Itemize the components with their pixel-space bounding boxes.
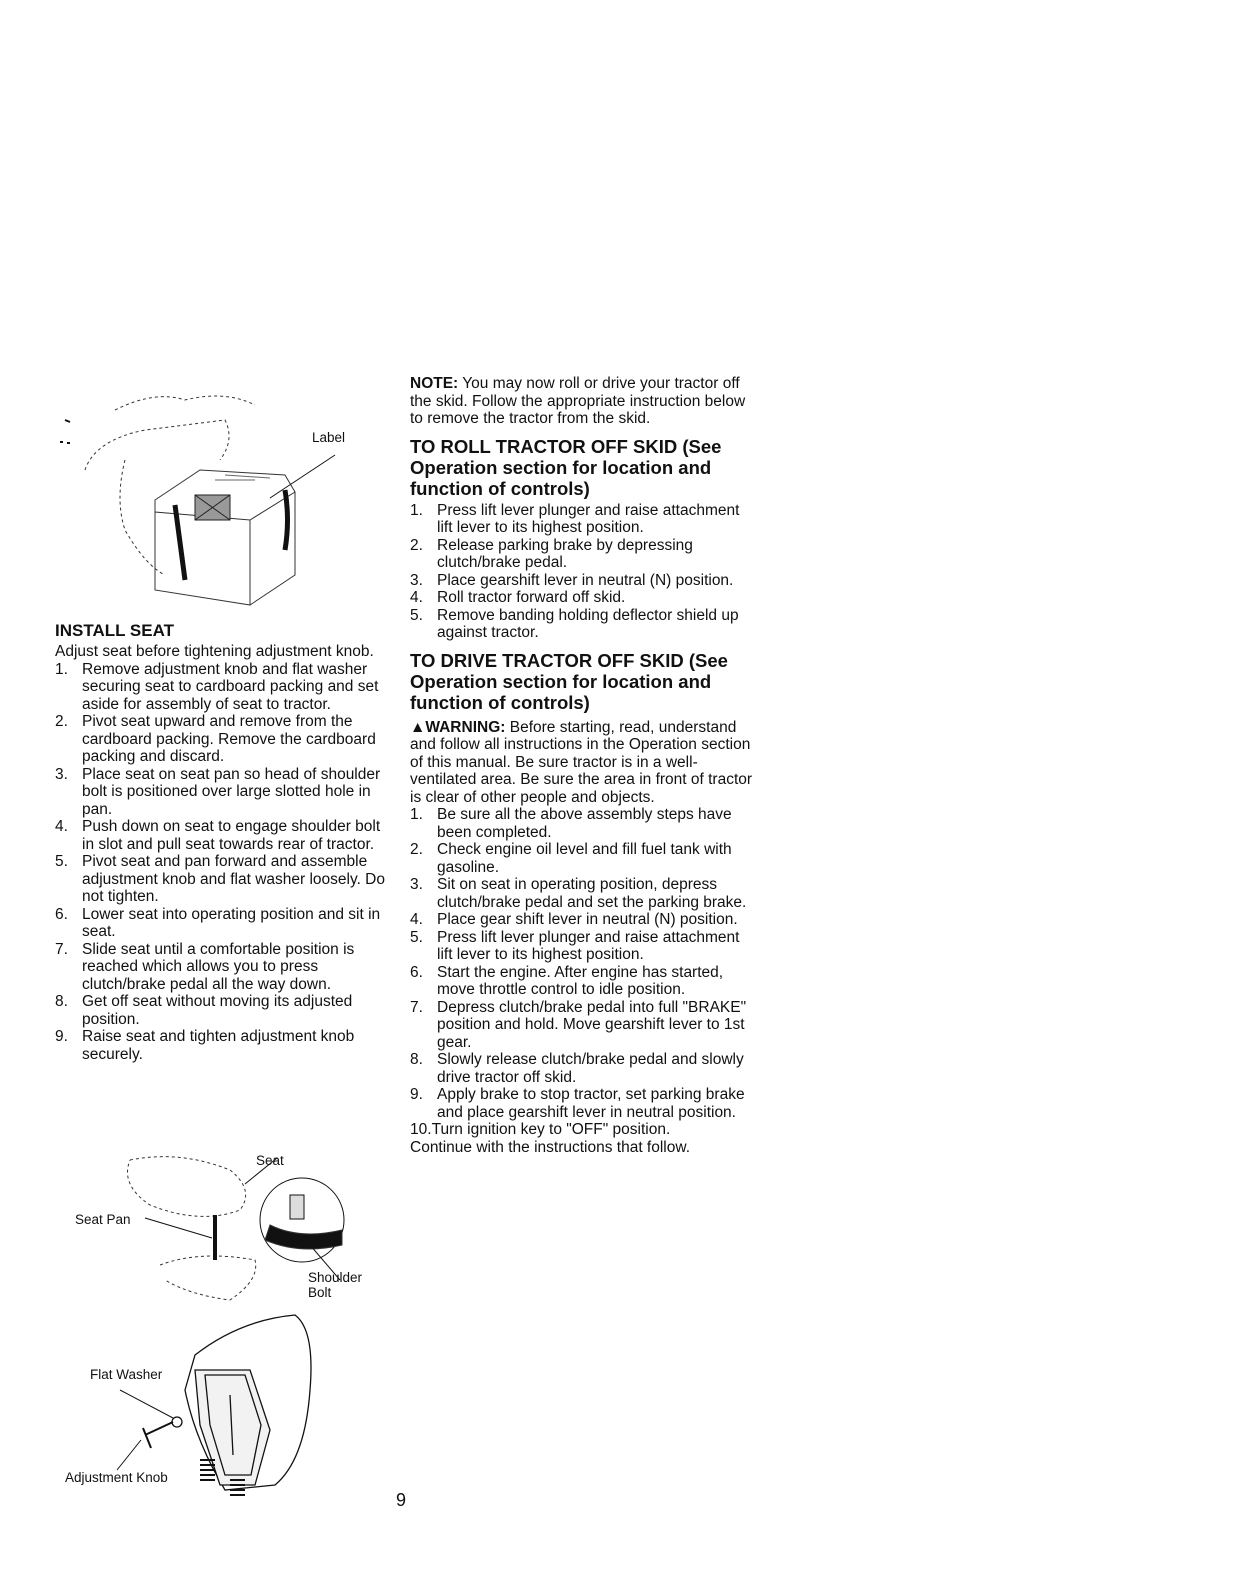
list-item: 1. Be sure all the above assembly steps have been completed.	[410, 806, 732, 841]
list-item: 7. Depress clutch/brake pedal into full "BRAKE" position and hold. Move gearshift lever to 1st gear.	[410, 998, 747, 1051]
install-seat-intro: Adjust seat before tightening adjustment knob.	[55, 643, 374, 660]
adjustment-knob-label: Adjustment Knob	[65, 1470, 168, 1485]
warning-label: WARNING:	[425, 718, 506, 736]
label-callout: Label	[312, 430, 346, 445]
seat-figure	[70, 1150, 390, 1310]
install-seat-steps	[55, 661, 395, 1064]
seat-label: Seat	[256, 1153, 284, 1168]
battery-figure	[55, 380, 355, 620]
list-item: 9. Raise seat and tighten adjustment knob securely.	[55, 1028, 355, 1063]
list-item: 4. Roll tractor forward off skid.	[410, 589, 626, 606]
install-seat-column	[55, 620, 395, 1063]
list-item: 5. Remove banding holding deflector shield up against tractor.	[410, 606, 739, 641]
list-item: 6. Start the engine. After engine has started, move throttle control to idle position.	[410, 963, 724, 998]
seat-pan-label: Seat Pan	[75, 1212, 131, 1227]
list-item: 3. Place gearshift lever in neutral (N) position.	[410, 571, 734, 589]
warning-text: Before starting, read, understand and follow all instructions in the Operation section of this manual. Be sure tractor is in a well-ventilated area. Be sure the area in front of tractor is clear of other people and objects.	[410, 718, 753, 806]
list-item: 2. Release parking brake by depressing clutch/brake pedal.	[410, 536, 693, 571]
list-item: 2. Check engine oil level and fill fuel tank with gasoline.	[410, 841, 732, 876]
seat-drawing	[70, 1150, 390, 1310]
list-item: 3. Place seat on seat pan so head of shoulder bolt is positioned over large slotted hole in pan.	[55, 765, 381, 818]
drive-off-skid-steps	[410, 806, 755, 1139]
list-item: 4. Push down on seat to engage shoulder bolt in slot and pull seat towards rear of tractor.	[55, 818, 381, 853]
warning-paragraph	[410, 719, 755, 807]
list-item: 3. Sit on seat in operating position, depress clutch/brake pedal and set the parking brake.	[410, 876, 747, 911]
shoulder-bolt-label-2: Bolt	[308, 1285, 332, 1300]
list-item: 8. Get off seat without moving its adjusted position.	[55, 993, 353, 1028]
continue-text: Continue with the instructions that follow.	[410, 1138, 691, 1156]
drive-off-skid-heading: TO DRIVE TRACTOR OFF SKID (See Operation section for location and function of controls)	[410, 649, 728, 713]
note-paragraph	[410, 375, 755, 428]
install-seat-title: INSTALL SEAT	[55, 621, 174, 640]
list-item: 4. Place gear shift lever in neutral (N) position.	[410, 911, 738, 928]
roll-off-skid-steps	[410, 502, 755, 642]
list-item: 5. Pivot seat and pan forward and assemble adjustment knob and flat washer loosely. Do not tighten.	[55, 853, 385, 905]
list-item: 5. Press lift lever plunger and raise attachment lift lever to its highest position.	[410, 928, 740, 963]
list-item: 1. Remove adjustment knob and flat washer securing seat to cardboard packing and set aside for assembly of seat to tractor.	[55, 660, 379, 713]
note-label: NOTE:	[410, 375, 459, 392]
knob-figure	[65, 1310, 345, 1500]
battery-drawing	[55, 380, 355, 620]
list-item: 7. Slide seat until a comfortable position is reached which allows you to press clutch/brake pedal all the way down.	[55, 940, 355, 993]
right-column	[410, 375, 755, 1156]
list-item: 8. Slowly release clutch/brake pedal and slowly drive tractor off skid.	[410, 1051, 744, 1086]
flat-washer-label: Flat Washer	[90, 1367, 163, 1382]
list-item: 1. Press lift lever plunger and raise attachment lift lever to its highest position.	[410, 501, 740, 536]
page-number: 9	[396, 1490, 407, 1510]
list-item: 10.Turn ignition key to "OFF" position.	[410, 1121, 671, 1138]
note-text: You may now roll or drive your tractor off the skid. Follow the appropriate instruction below to remove the tractor from the skid.	[410, 375, 746, 427]
shoulder-bolt-label-1: Shoulder	[308, 1270, 363, 1285]
roll-off-skid-heading: TO ROLL TRACTOR OFF SKID (See Operation section for location and function of controls)	[410, 435, 722, 499]
list-item: 9. Apply brake to stop tractor, set parking brake and place gearshift lever in neutral position.	[410, 1086, 745, 1121]
warning-icon: ▲	[410, 718, 426, 736]
list-item: 2. Pivot seat upward and remove from the cardboard packing. Remove the cardboard packing and discard.	[55, 713, 376, 765]
list-item: 6. Lower seat into operating position and sit in seat.	[55, 905, 381, 940]
